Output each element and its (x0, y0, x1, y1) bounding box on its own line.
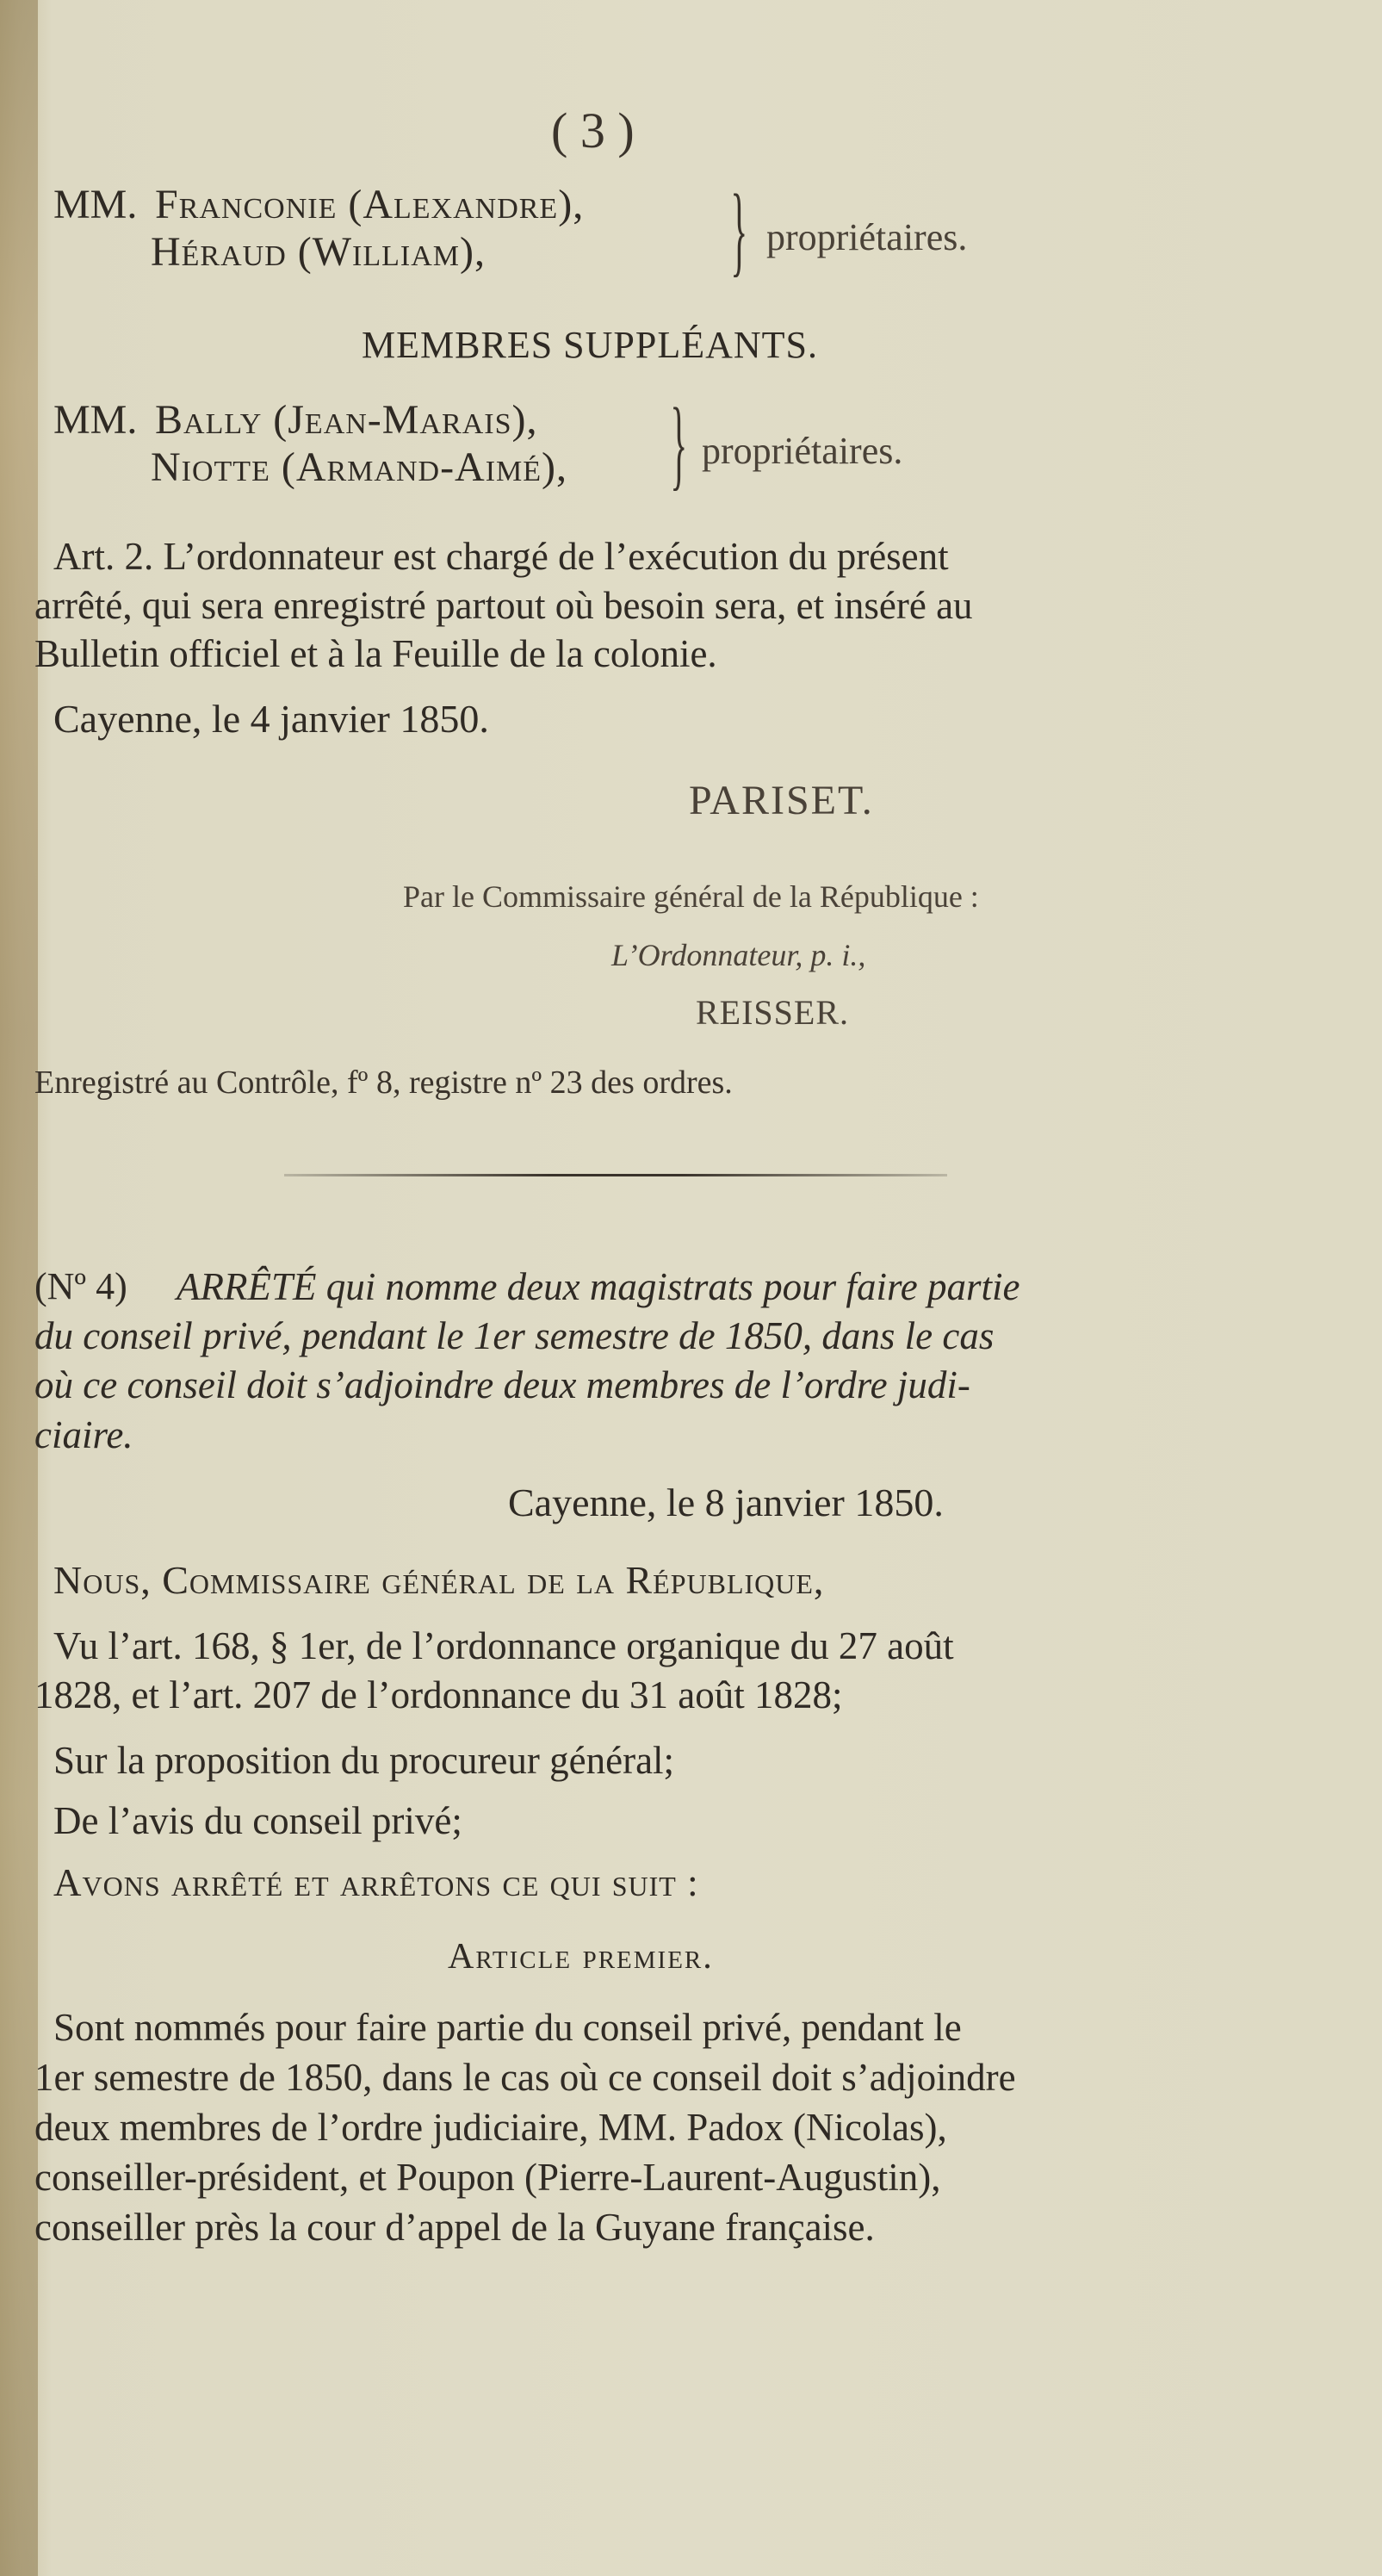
ordonnateur-line: L’Ordonnateur, p. i., (611, 938, 866, 972)
art2-line: Art. 2. L’ordonnateur est chargé de l’exécution du présent (53, 535, 949, 578)
suppleants-prefix: MM. (53, 397, 138, 443)
nous-line: Nous, Commissaire général de la République, (53, 1558, 825, 1602)
page-number: ( 3 ) (551, 102, 635, 158)
section-divider (284, 1174, 947, 1176)
art2-line: arrêté, qui sera enregistré partout où besoin sera, et inséré au (34, 584, 973, 627)
avons-line: Avons arrêté et arrêtons ce qui suit : (53, 1861, 699, 1904)
arrete-title-line: ciaire. (34, 1413, 133, 1456)
suppleants-brace: } (670, 387, 688, 500)
arrete-title-line: ARRÊTÉ qui nomme deux magistrats pour faire partie (177, 1265, 1020, 1308)
suppleants-heading: MEMBRES SUPPLÉANTS. (362, 324, 819, 366)
suppleants-role: propriétaires. (702, 430, 903, 472)
signature-reisser: REISSER. (696, 993, 850, 1032)
vu-line: Vu l’art. 168, § 1er, de l’ordonnance organique du 27 août (53, 1624, 954, 1667)
body-line: Sont nommés pour faire partie du conseil privé, pendant le (53, 2006, 962, 2049)
vu-line: 1828, et l’art. 207 de l’ordonnance du 31 août 1828; (34, 1673, 843, 1716)
sur-line: Sur la proposition du procureur général; (53, 1739, 675, 1782)
arrete-number: (Nº 4) (34, 1265, 127, 1307)
article-premier-heading: Article premier. (448, 1937, 714, 1977)
members-brace: } (730, 173, 748, 286)
date-2: Cayenne, le 8 janvier 1850. (508, 1480, 944, 1524)
arrete-title-line: où ce conseil doit s’adjoindre deux membres de l’ordre judi- (34, 1363, 970, 1406)
enregistre-line: Enregistré au Contrôle, fº 8, registre nº 23 des ordres. (34, 1065, 733, 1101)
body-line: deux membres de l’ordre judiciaire, MM. Padox (Nicolas), (34, 2106, 947, 2149)
body-line: conseiller près la cour d’appel de la Guyane française. (34, 2206, 875, 2249)
body-line: conseiller-président, et Poupon (Pierre-Laurent-Augustin), (34, 2156, 941, 2199)
arrete-title-line: du conseil privé, pendant le 1er semestre de 1850, dans le cas (34, 1314, 995, 1357)
art2-line: Bulletin officiel et à la Feuille de la colonie. (34, 632, 717, 675)
suppleant-name: Bally (Jean-Marais), (155, 397, 538, 443)
body-line: 1er semestre de 1850, dans le cas où ce conseil doit s’adjoindre (34, 2056, 1016, 2099)
members-role: propriétaires. (766, 216, 968, 258)
member-name: Franconie (Alexandre), (155, 182, 585, 227)
member-name: Héraud (William), (151, 229, 486, 275)
by-line: Par le Commissaire général de la République : (403, 879, 979, 914)
de-line: De l’avis du conseil privé; (53, 1799, 462, 1842)
suppleant-name: Niotte (Armand-Aimé), (151, 444, 568, 490)
signature-pariset: PARISET. (689, 778, 874, 823)
members-prefix: MM. (53, 182, 138, 227)
date-1: Cayenne, le 4 janvier 1850. (53, 697, 489, 741)
page-edge-stain (0, 0, 38, 2576)
